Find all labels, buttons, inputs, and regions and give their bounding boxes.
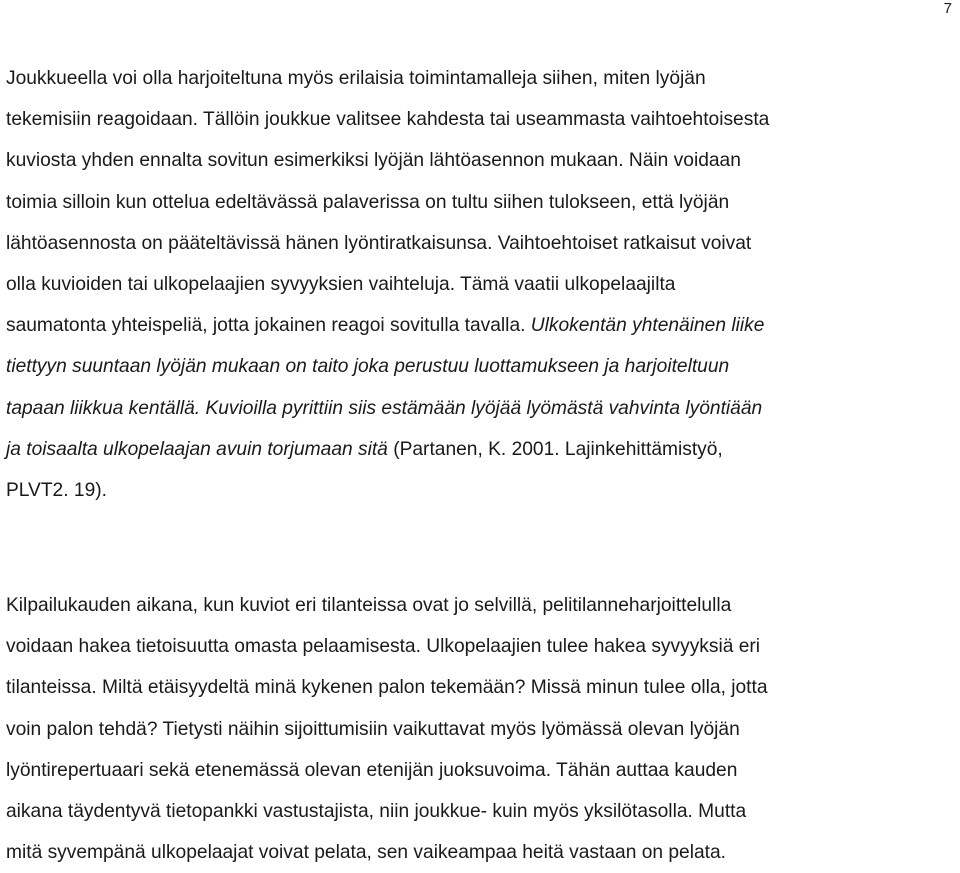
- paragraph-1: [6, 58, 956, 511]
- text-line: [6, 305, 956, 346]
- italic-text-segment: tiettyyn suuntaan lyöjän mukaan on taito joka perustuu luottamukseen ja harjoiteltuun: [6, 356, 730, 378]
- text-segment: saumatonta yhteispeliä, jotta jokainen reagoi sovitulla tavalla.: [6, 315, 531, 337]
- text-segment: tilanteissa. Miltä etäisyydeltä minä kykenen palon tekemään? Missä minun tulee olla, jotta: [6, 677, 768, 699]
- text-line: [6, 791, 956, 832]
- text-segment: kuviosta yhden ennalta sovitun esimerkiksi lyöjän lähtöasennon mukaan. Näin voidaan: [6, 150, 741, 172]
- text-segment: PLVT2. 19).: [6, 479, 107, 501]
- text-segment: voin palon tehdä? Tietysti näihin sijoittumisiin vaikuttavat myös lyömässä olevan lyöjän: [6, 718, 740, 740]
- text-segment: Joukkueella voi olla harjoiteltuna myös erilaisia toimintamalleja siihen, miten lyöjän: [6, 68, 706, 89]
- paragraph-2: [6, 585, 956, 873]
- text-segment: voidaan hakea tietoisuutta omasta pelaamisesta. Ulkopelaajien tulee hakea syvyyksiä eri: [6, 636, 761, 658]
- text-segment: (Partanen, K. 2001. Lajinkehittämistyö,: [387, 438, 723, 460]
- text-segment: lähtöasennosta on pääteltävissä hänen lyöntiratkaisunsa. Vaihtoehtoiset ratkaisut voivat: [6, 232, 752, 254]
- text-line: [6, 832, 956, 873]
- text-line: [6, 58, 956, 99]
- italic-text-segment: ja toisaalta ulkopelaajan avuin torjumaan sitä: [6, 438, 388, 460]
- text-line: [6, 223, 956, 264]
- text-line: [6, 470, 956, 511]
- text-line: [6, 626, 956, 667]
- text-line: [6, 264, 956, 305]
- text-segment: tekemisiin reagoidaan. Tällöin joukkue valitsee kahdesta tai useammasta vaihtoehtoisesta: [6, 109, 770, 131]
- text-line: [6, 99, 956, 140]
- text-line: [6, 140, 956, 181]
- text-segment: lyöntirepertuaari sekä etenemässä olevan etenijän juoksuvoima. Tähän auttaa kauden: [6, 759, 738, 781]
- text-segment: mitä syvempänä ulkopelaajat voivat pelata, sen vaikeampaa heitä vastaan on pelata.: [6, 842, 726, 864]
- text-line: [6, 388, 956, 429]
- text-line: [6, 182, 956, 223]
- text-segment: olla kuvioiden tai ulkopelaajien syvyyksien vaihteluja. Tämä vaatii ulkopelaajilta: [6, 273, 676, 295]
- italic-text-segment: tapaan liikkua kentällä. Kuvioilla pyrittiin siis estämään lyöjää lyömästä vahvinta lyöntiään: [6, 397, 763, 419]
- text-segment: Kilpailukauden aikana, kun kuviot eri tilanteissa ovat jo selvillä, pelitilanneharjoittelulla: [6, 595, 732, 616]
- text-line: [6, 429, 956, 470]
- text-segment: aikana täydentyvä tietopankki vastustajista, niin joukkue- kuin myös yksilötasolla. Mutta: [6, 800, 747, 822]
- text-line: [6, 709, 956, 750]
- text-segment: toimia silloin kun ottelua edeltävässä palaverissa on tultu siihen tulokseen, että lyöjän: [6, 191, 730, 213]
- text-line: [6, 667, 956, 708]
- italic-text-segment: Ulkokentän yhtenäinen liike: [530, 315, 765, 337]
- page-number: 7: [943, 0, 952, 17]
- text-line: [6, 750, 956, 791]
- text-line: [6, 346, 956, 387]
- text-line: [6, 585, 956, 626]
